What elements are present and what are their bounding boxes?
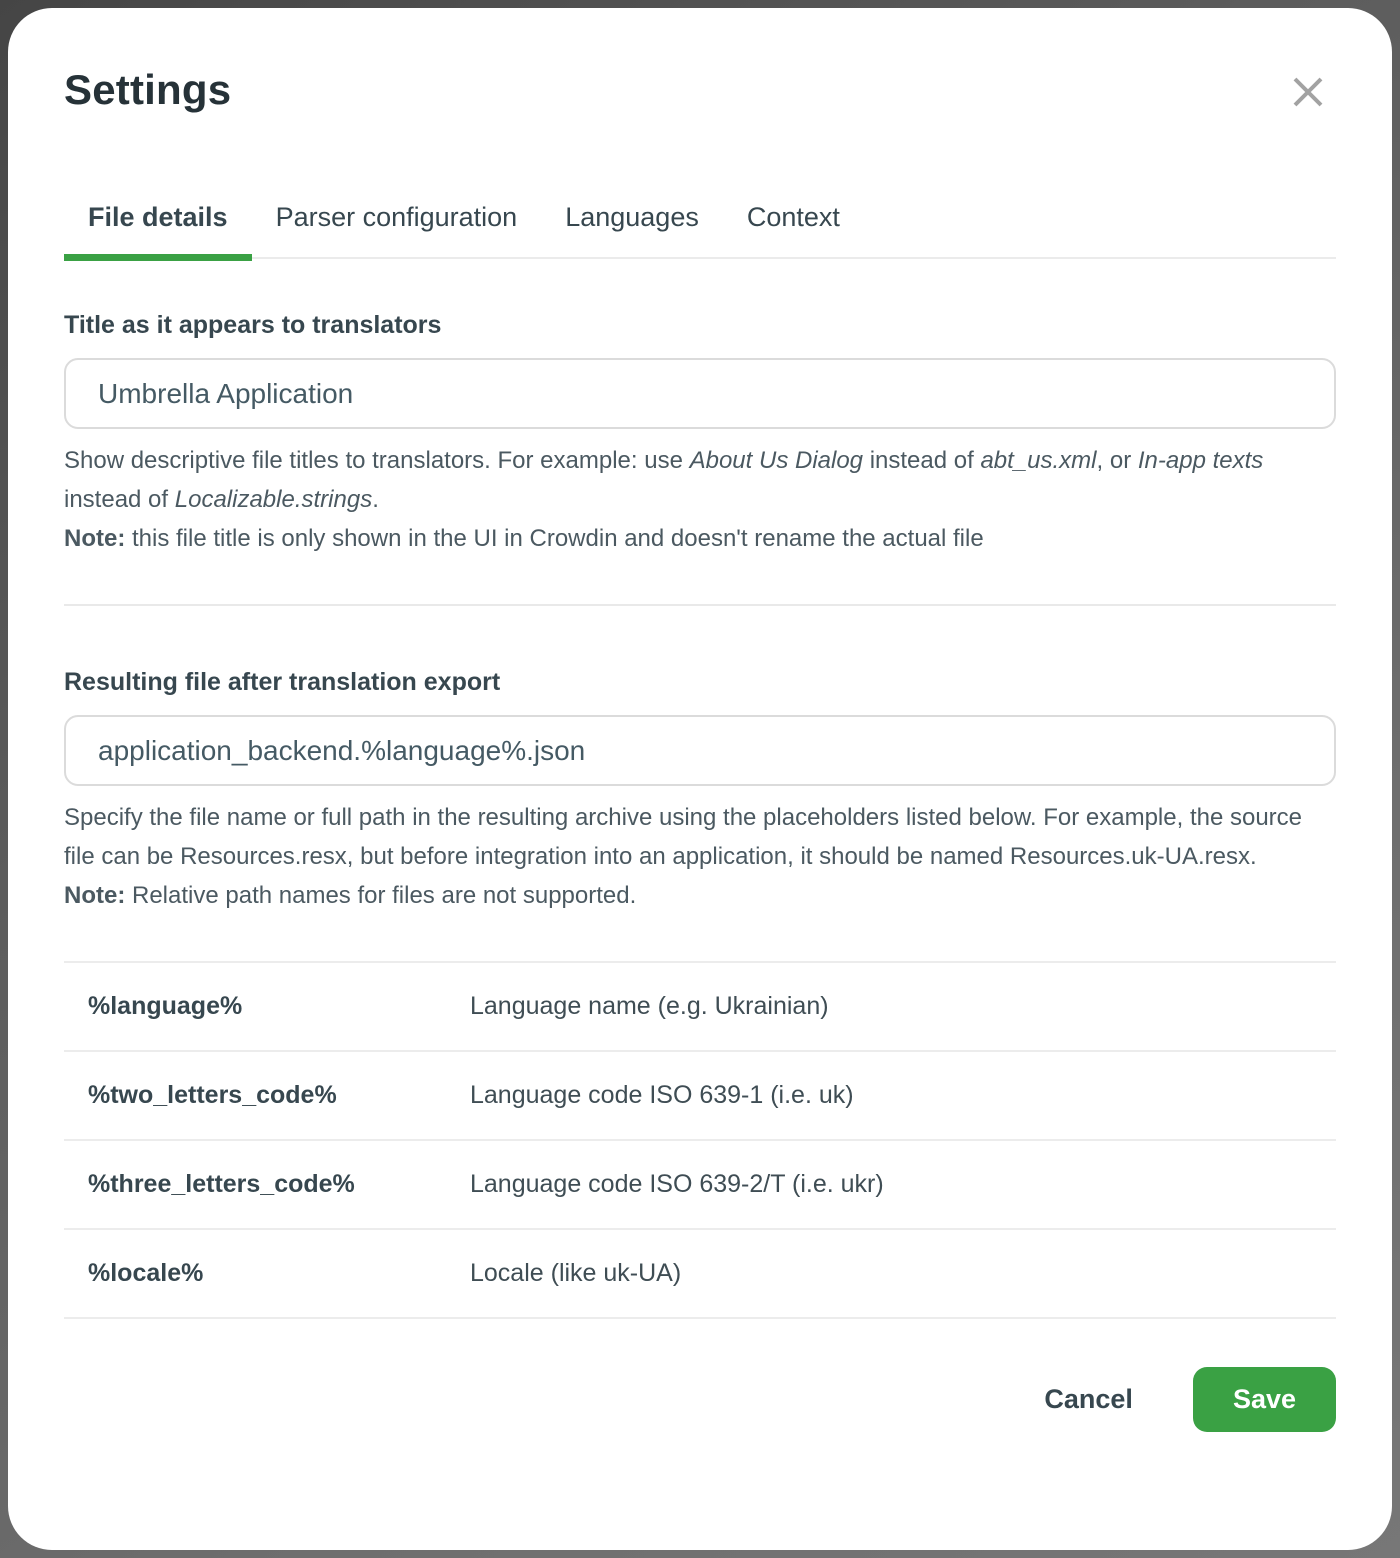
placeholder-code: %three_letters_code% [88,1170,355,1198]
table-row [64,1050,1336,1139]
tab-bar [64,202,1336,259]
help-segment-italic: Localizable.strings [174,486,373,513]
help-segment: . [372,486,379,513]
cancel-button[interactable]: Cancel [1040,1374,1137,1425]
note-label: Note: [64,525,126,552]
help-segment-italic: About Us Dialog [689,447,864,474]
note-text: this file title is only shown in the UI in Crowdin and doesn't rename the actual file [125,525,984,552]
help-segment-italic: abt_us.xml [980,447,1097,474]
placeholder-code: %two_letters_code% [88,1081,337,1109]
close-icon [1290,74,1326,110]
tab-file-details[interactable]: File details [64,202,252,257]
placeholder-description: Language code ISO 639-2/T (i.e. ukr) [470,1170,884,1198]
help-segment: instead of [863,447,981,474]
section-divider [64,604,1336,606]
help-segment: Specify the file name or full path in the resulting archive using the placeholders listed below. For example, the source file can be Resources.resx, but before integration into an application, it should be named Resources.uk-UA.resx. [64,804,1303,870]
title-input[interactable] [64,358,1336,429]
note-label: Note: [64,882,126,909]
title-field-label: Title as it appears to translators [64,311,442,339]
title-section [64,311,1336,558]
help-segment: Show descriptive file titles to translators. For example: use [64,447,690,474]
save-button[interactable]: Save [1193,1367,1336,1432]
placeholder-description: Language code ISO 639-1 (i.e. uk) [470,1081,854,1109]
note-text: Relative path names for files are not supported. [125,882,637,909]
tab-context[interactable]: Context [723,202,864,257]
help-segment-italic: In-app texts [1137,447,1264,474]
help-segment: instead of [64,486,175,513]
resulting-file-input[interactable] [64,715,1336,786]
table-row [64,1139,1336,1228]
placeholders-table [64,961,1336,1319]
tab-languages[interactable]: Languages [541,202,723,257]
title-help-text [64,441,1336,558]
export-field-label: Resulting file after translation export [64,668,501,696]
dialog-footer [64,1367,1336,1432]
table-row [64,1228,1336,1319]
export-help-text [64,798,1336,915]
tab-parser-configuration[interactable]: Parser configuration [252,202,542,257]
export-section [64,668,1336,915]
placeholder-code: %locale% [88,1259,204,1287]
help-segment: , or [1096,447,1138,474]
settings-dialog [8,8,1392,1550]
table-row [64,961,1336,1050]
dialog-title: Settings [64,66,232,113]
close-button[interactable] [1286,70,1330,114]
placeholder-description: Language name (e.g. Ukrainian) [470,992,829,1020]
dialog-header [64,66,1336,114]
placeholder-code: %language% [88,992,243,1020]
placeholder-description: Locale (like uk-UA) [470,1259,682,1287]
